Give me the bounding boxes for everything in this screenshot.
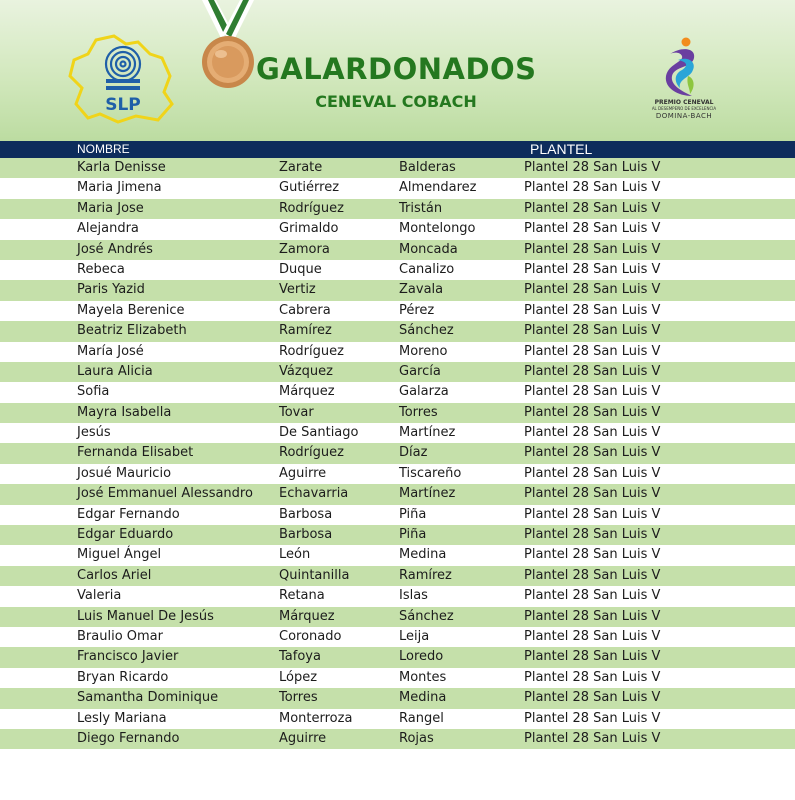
maternal-surname-cell: Torres <box>399 404 438 420</box>
table-row <box>0 362 795 382</box>
brand-line-2: AL DESEMPEÑO DE EXCELENCIA <box>651 105 717 111</box>
maternal-surname-cell: Medina <box>399 690 447 706</box>
table-row <box>0 484 795 504</box>
plantel-cell: Plantel 28 San Luis V <box>524 588 661 604</box>
plantel-cell: Plantel 28 San Luis V <box>524 425 661 441</box>
table-header <box>0 141 795 158</box>
first-name-cell: Lesly Mariana <box>77 710 167 726</box>
paternal-surname-cell: Ramírez <box>279 323 332 339</box>
domina-bach-brand <box>624 100 744 121</box>
column-header-name: NOMBRE <box>77 142 130 156</box>
table-row <box>0 505 795 525</box>
paternal-surname-cell: Torres <box>279 690 318 706</box>
medal-icon <box>194 0 262 92</box>
first-name-cell: Luis Manuel De Jesús <box>77 608 214 624</box>
first-name-cell: Carlos Ariel <box>77 567 152 583</box>
first-name-cell: Beatriz Elizabeth <box>77 323 187 339</box>
first-name-cell: María José <box>77 343 144 359</box>
plantel-cell: Plantel 28 San Luis V <box>524 465 661 481</box>
paternal-surname-cell: Zarate <box>279 160 323 175</box>
first-name-cell: Valeria <box>77 588 122 604</box>
table-row <box>0 158 795 178</box>
plantel-cell: Plantel 28 San Luis V <box>524 180 661 196</box>
first-name-cell: Bryan Ricardo <box>77 669 169 685</box>
maternal-surname-cell: Moreno <box>399 343 448 359</box>
plantel-cell: Plantel 28 San Luis V <box>524 567 661 583</box>
paternal-surname-cell: León <box>279 547 311 563</box>
paternal-surname-cell: Tafoya <box>279 649 321 665</box>
paternal-surname-cell: Rodríguez <box>279 343 344 359</box>
maternal-surname-cell: Islas <box>399 588 428 604</box>
paternal-surname-cell: Márquez <box>279 608 335 624</box>
maternal-surname-cell: Balderas <box>399 160 456 175</box>
plantel-cell: Plantel 28 San Luis V <box>524 669 661 685</box>
maternal-surname-cell: Díaz <box>399 445 428 461</box>
table-row <box>0 301 795 321</box>
first-name-cell: José Andrés <box>77 241 153 257</box>
plantel-cell: Plantel 28 San Luis V <box>524 445 661 461</box>
table-row <box>0 647 795 667</box>
paternal-surname-cell: Gutiérrez <box>279 180 340 196</box>
maternal-surname-cell: Rojas <box>399 730 434 746</box>
maternal-surname-cell: Leija <box>399 628 430 644</box>
header-banner <box>0 0 795 141</box>
first-name-cell: Maria Jimena <box>77 180 162 196</box>
plantel-cell: Plantel 28 San Luis V <box>524 282 661 298</box>
maternal-surname-cell: García <box>399 363 441 379</box>
maternal-surname-cell: Almendarez <box>399 180 477 196</box>
table-row <box>0 403 795 423</box>
plantel-cell: Plantel 28 San Luis V <box>524 506 661 522</box>
maternal-surname-cell: Canalizo <box>399 261 455 277</box>
paternal-surname-cell: De Santiago <box>279 425 359 441</box>
maternal-surname-cell: Galarza <box>399 384 449 400</box>
plantel-cell: Plantel 28 San Luis V <box>524 547 661 563</box>
table-row <box>0 260 795 280</box>
maternal-surname-cell: Medina <box>399 547 447 563</box>
plantel-cell: Plantel 28 San Luis V <box>524 608 661 624</box>
first-name-cell: Jesús <box>77 425 111 441</box>
paternal-surname-cell: Cabrera <box>279 302 331 318</box>
first-name-cell: Laura Alicia <box>77 363 153 379</box>
plantel-cell: Plantel 28 San Luis V <box>524 221 661 237</box>
domina-bach-logo-icon <box>644 36 724 100</box>
first-name-cell: José Emmanuel Alessandro <box>77 486 253 502</box>
page-title: GALARDONADOS <box>256 52 537 86</box>
paternal-surname-cell: Grimaldo <box>279 221 339 237</box>
paternal-surname-cell: Monterroza <box>279 710 353 726</box>
table-row <box>0 688 795 708</box>
maternal-surname-cell: Pérez <box>399 302 435 318</box>
maternal-surname-cell: Moncada <box>399 241 458 257</box>
paternal-surname-cell: Zamora <box>279 241 330 257</box>
first-name-cell: Josué Mauricio <box>77 465 172 481</box>
first-name-cell: Miguel Ángel <box>77 547 162 563</box>
maternal-surname-cell: Montes <box>399 669 447 685</box>
table-row <box>0 464 795 484</box>
paternal-surname-cell: Rodríguez <box>279 200 344 216</box>
paternal-surname-cell: Echavarria <box>279 486 349 502</box>
table-row <box>0 586 795 606</box>
first-name-cell: Maria Jose <box>77 200 144 216</box>
table-row <box>0 525 795 545</box>
table-row <box>0 627 795 647</box>
plantel-cell: Plantel 28 San Luis V <box>524 261 661 277</box>
paternal-surname-cell: Coronado <box>279 628 342 644</box>
table-row <box>0 668 795 688</box>
plantel-cell: Plantel 28 San Luis V <box>524 690 661 706</box>
table-row <box>0 199 795 219</box>
slp-logo-text: SLP <box>105 95 141 115</box>
table-row <box>0 729 795 749</box>
first-name-cell: Fernanda Elisabet <box>77 445 194 461</box>
table-row <box>0 545 795 565</box>
column-header-plantel: PLANTEL <box>530 141 593 157</box>
table-row <box>0 219 795 239</box>
paternal-surname-cell: Duque <box>279 261 322 277</box>
paternal-surname-cell: Aguirre <box>279 465 327 481</box>
plantel-cell: Plantel 28 San Luis V <box>524 628 661 644</box>
maternal-surname-cell: Sánchez <box>399 323 454 339</box>
maternal-surname-cell: Piña <box>399 506 427 522</box>
table-row <box>0 240 795 260</box>
maternal-surname-cell: Loredo <box>399 649 444 665</box>
table-row <box>0 382 795 402</box>
paternal-surname-cell: Tovar <box>279 404 314 420</box>
paternal-surname-cell: Rodríguez <box>279 445 344 461</box>
plantel-cell: Plantel 28 San Luis V <box>524 200 661 216</box>
table-row <box>0 443 795 463</box>
plantel-cell: Plantel 28 San Luis V <box>524 343 661 359</box>
maternal-surname-cell: Zavala <box>399 282 444 298</box>
maternal-surname-cell: Sánchez <box>399 608 454 624</box>
first-name-cell: Paris Yazid <box>77 282 145 298</box>
maternal-surname-cell: Tiscareño <box>399 465 462 481</box>
first-name-cell: Edgar Eduardo <box>77 527 174 543</box>
first-name-cell: Sofia <box>77 384 110 400</box>
page-subtitle: CENEVAL COBACH <box>315 92 477 111</box>
first-name-cell: Karla Denisse <box>77 160 166 175</box>
first-name-cell: Mayela Berenice <box>77 302 185 318</box>
table-row <box>0 607 795 627</box>
table-row <box>0 423 795 443</box>
plantel-cell: Plantel 28 San Luis V <box>524 241 661 257</box>
maternal-surname-cell: Ramírez <box>399 567 452 583</box>
plantel-cell: Plantel 28 San Luis V <box>524 160 661 175</box>
plantel-cell: Plantel 28 San Luis V <box>524 384 661 400</box>
maternal-surname-cell: Martínez <box>399 486 456 502</box>
table-row <box>0 342 795 362</box>
plantel-cell: Plantel 28 San Luis V <box>524 649 661 665</box>
table-row <box>0 566 795 586</box>
first-name-cell: Samantha Dominique <box>77 690 219 706</box>
first-name-cell: Alejandra <box>77 221 139 237</box>
maternal-surname-cell: Montelongo <box>399 221 476 237</box>
table-row <box>0 709 795 729</box>
paternal-surname-cell: Márquez <box>279 384 335 400</box>
awardees-table <box>0 158 795 749</box>
plantel-cell: Plantel 28 San Luis V <box>524 486 661 502</box>
plantel-cell: Plantel 28 San Luis V <box>524 404 661 420</box>
plantel-cell: Plantel 28 San Luis V <box>524 363 661 379</box>
plantel-cell: Plantel 28 San Luis V <box>524 527 661 543</box>
paternal-surname-cell: Quintanilla <box>279 567 350 583</box>
plantel-cell: Plantel 28 San Luis V <box>524 302 661 318</box>
first-name-cell: Rebeca <box>77 261 125 277</box>
table-row <box>0 321 795 341</box>
first-name-cell: Diego Fernando <box>77 730 180 746</box>
first-name-cell: Francisco Javier <box>77 649 179 665</box>
plantel-cell: Plantel 28 San Luis V <box>524 323 661 339</box>
maternal-surname-cell: Tristán <box>399 200 443 216</box>
table-row <box>0 178 795 198</box>
paternal-surname-cell: Barbosa <box>279 527 333 543</box>
paternal-surname-cell: Barbosa <box>279 506 333 522</box>
paternal-surname-cell: López <box>279 669 318 685</box>
maternal-surname-cell: Martínez <box>399 425 456 441</box>
paternal-surname-cell: Aguirre <box>279 730 327 746</box>
maternal-surname-cell: Piña <box>399 527 427 543</box>
first-name-cell: Braulio Omar <box>77 628 163 644</box>
brand-line-1: PREMIO CENEVAL <box>654 99 714 106</box>
plantel-cell: Plantel 28 San Luis V <box>524 730 661 746</box>
first-name-cell: Edgar Fernando <box>77 506 180 522</box>
maternal-surname-cell: Rangel <box>399 710 444 726</box>
plantel-cell: Plantel 28 San Luis V <box>524 710 661 726</box>
paternal-surname-cell: Vertiz <box>279 282 316 298</box>
brand-line-3: DOMINA-BACH <box>655 112 713 121</box>
cobach-slp-logo-icon <box>66 30 176 125</box>
table-row <box>0 280 795 300</box>
paternal-surname-cell: Retana <box>279 588 325 604</box>
first-name-cell: Mayra Isabella <box>77 404 172 420</box>
paternal-surname-cell: Vázquez <box>279 363 333 379</box>
